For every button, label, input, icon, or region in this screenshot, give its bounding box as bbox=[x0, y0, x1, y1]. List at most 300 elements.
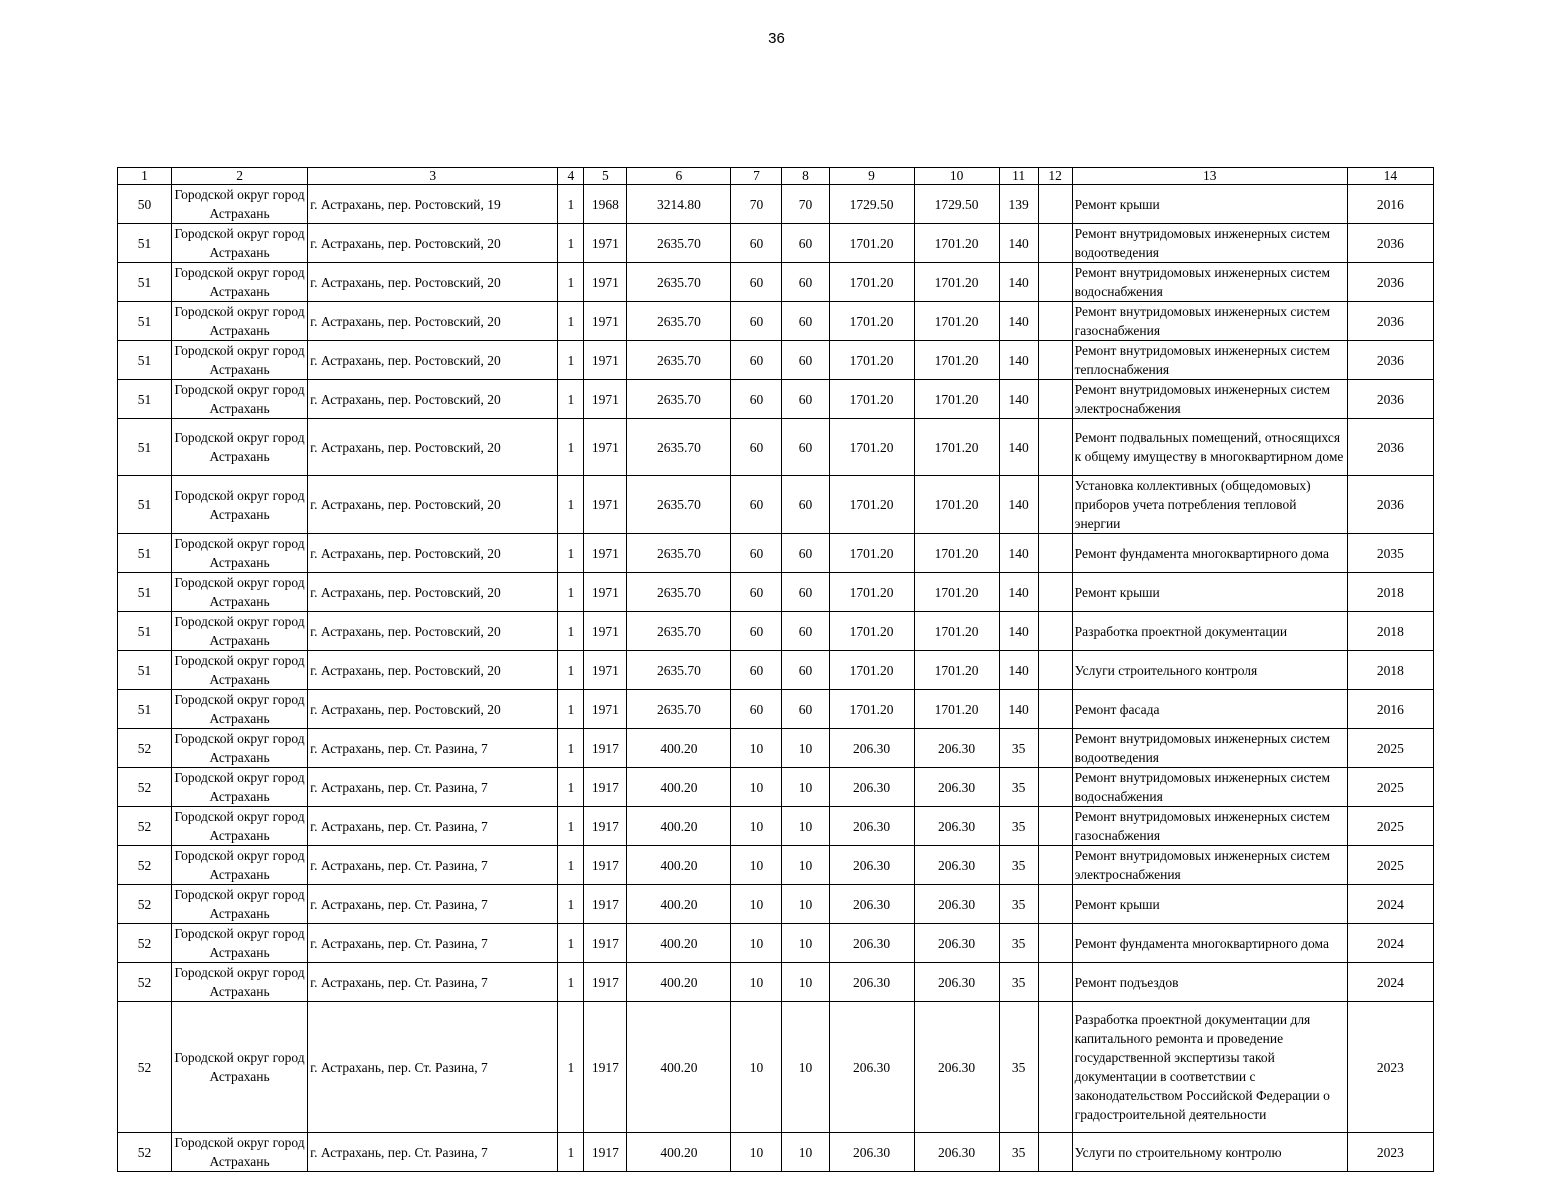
col-7-cell: 60 bbox=[731, 302, 782, 341]
planned-year-cell: 2036 bbox=[1347, 419, 1433, 476]
col-11-cell: 35 bbox=[999, 1133, 1038, 1172]
column-header-12: 12 bbox=[1038, 168, 1072, 185]
col-7-cell: 60 bbox=[731, 612, 782, 651]
col-4-cell: 1 bbox=[558, 651, 584, 690]
col-10-cell: 206.30 bbox=[914, 807, 999, 846]
col-4-cell: 1 bbox=[558, 380, 584, 419]
living-area-cell: 1701.20 bbox=[829, 341, 914, 380]
col-4-cell: 1 bbox=[558, 573, 584, 612]
row-number-cell: 51 bbox=[118, 476, 172, 534]
municipality-cell: Городской округ город Астрахань bbox=[172, 185, 308, 224]
year-built-cell: 1917 bbox=[584, 729, 627, 768]
planned-year-cell: 2036 bbox=[1347, 302, 1433, 341]
table-row bbox=[118, 963, 1434, 1002]
living-area-cell: 1701.20 bbox=[829, 476, 914, 534]
col-12-cell bbox=[1038, 263, 1072, 302]
col-4-cell: 1 bbox=[558, 476, 584, 534]
total-area-cell: 2635.70 bbox=[627, 534, 731, 573]
total-area-cell: 400.20 bbox=[627, 1002, 731, 1133]
col-7-cell: 60 bbox=[731, 690, 782, 729]
col-7-cell: 10 bbox=[731, 924, 782, 963]
column-header-4: 4 bbox=[558, 168, 584, 185]
col-11-cell: 140 bbox=[999, 534, 1038, 573]
col-4-cell: 1 bbox=[558, 885, 584, 924]
col-4-cell: 1 bbox=[558, 690, 584, 729]
total-area-cell: 2635.70 bbox=[627, 302, 731, 341]
address-cell: г. Астрахань, пер. Ст. Разина, 7 bbox=[308, 807, 558, 846]
col-8-cell: 10 bbox=[782, 963, 829, 1002]
total-area-cell: 2635.70 bbox=[627, 419, 731, 476]
col-10-cell: 206.30 bbox=[914, 963, 999, 1002]
year-built-cell: 1971 bbox=[584, 302, 627, 341]
col-8-cell: 60 bbox=[782, 263, 829, 302]
table-row bbox=[118, 1133, 1434, 1172]
work-type-cell: Ремонт подъездов bbox=[1072, 963, 1347, 1002]
year-built-cell: 1971 bbox=[584, 612, 627, 651]
row-number-cell: 52 bbox=[118, 729, 172, 768]
col-8-cell: 60 bbox=[782, 690, 829, 729]
address-cell: г. Астрахань, пер. Ст. Разина, 7 bbox=[308, 1002, 558, 1133]
col-8-cell: 10 bbox=[782, 768, 829, 807]
column-header-3: 3 bbox=[308, 168, 558, 185]
municipality-cell: Городской округ город Астрахань bbox=[172, 651, 308, 690]
col-12-cell bbox=[1038, 1133, 1072, 1172]
col-11-cell: 140 bbox=[999, 263, 1038, 302]
col-11-cell: 140 bbox=[999, 612, 1038, 651]
address-cell: г. Астрахань, пер. Ростовский, 20 bbox=[308, 419, 558, 476]
col-11-cell: 35 bbox=[999, 768, 1038, 807]
col-10-cell: 206.30 bbox=[914, 924, 999, 963]
col-8-cell: 60 bbox=[782, 419, 829, 476]
col-8-cell: 60 bbox=[782, 302, 829, 341]
col-12-cell bbox=[1038, 885, 1072, 924]
living-area-cell: 206.30 bbox=[829, 846, 914, 885]
row-number-cell: 52 bbox=[118, 885, 172, 924]
work-type-cell: Ремонт внутридомовых инженерных систем водоотведения bbox=[1072, 224, 1347, 263]
page-number: 36 bbox=[768, 30, 785, 47]
col-12-cell bbox=[1038, 807, 1072, 846]
year-built-cell: 1971 bbox=[584, 476, 627, 534]
work-type-cell: Ремонт внутридомовых инженерных систем водоотведения bbox=[1072, 729, 1347, 768]
total-area-cell: 400.20 bbox=[627, 885, 731, 924]
living-area-cell: 1701.20 bbox=[829, 534, 914, 573]
planned-year-cell: 2036 bbox=[1347, 341, 1433, 380]
col-7-cell: 70 bbox=[731, 185, 782, 224]
col-10-cell: 1701.20 bbox=[914, 651, 999, 690]
col-10-cell: 206.30 bbox=[914, 1133, 999, 1172]
col-8-cell: 60 bbox=[782, 573, 829, 612]
col-8-cell: 60 bbox=[782, 380, 829, 419]
row-number-cell: 51 bbox=[118, 302, 172, 341]
year-built-cell: 1917 bbox=[584, 846, 627, 885]
total-area-cell: 2635.70 bbox=[627, 341, 731, 380]
col-7-cell: 10 bbox=[731, 885, 782, 924]
row-number-cell: 51 bbox=[118, 380, 172, 419]
municipality-cell: Городской округ город Астрахань bbox=[172, 846, 308, 885]
total-area-cell: 400.20 bbox=[627, 846, 731, 885]
year-built-cell: 1971 bbox=[584, 380, 627, 419]
table-row bbox=[118, 651, 1434, 690]
total-area-cell: 2635.70 bbox=[627, 263, 731, 302]
col-10-cell: 1701.20 bbox=[914, 302, 999, 341]
col-12-cell bbox=[1038, 419, 1072, 476]
living-area-cell: 1701.20 bbox=[829, 690, 914, 729]
living-area-cell: 206.30 bbox=[829, 768, 914, 807]
col-8-cell: 60 bbox=[782, 476, 829, 534]
address-cell: г. Астрахань, пер. Ст. Разина, 7 bbox=[308, 729, 558, 768]
col-4-cell: 1 bbox=[558, 729, 584, 768]
work-type-cell: Ремонт фундамента многоквартирного дома bbox=[1072, 534, 1347, 573]
col-10-cell: 1701.20 bbox=[914, 341, 999, 380]
row-number-cell: 52 bbox=[118, 1133, 172, 1172]
repair-schedule-table bbox=[117, 167, 1434, 1172]
address-cell: г. Астрахань, пер. Ростовский, 20 bbox=[308, 341, 558, 380]
planned-year-cell: 2023 bbox=[1347, 1002, 1433, 1133]
address-cell: г. Астрахань, пер. Ростовский, 20 bbox=[308, 651, 558, 690]
living-area-cell: 1701.20 bbox=[829, 380, 914, 419]
col-12-cell bbox=[1038, 690, 1072, 729]
total-area-cell: 2635.70 bbox=[627, 224, 731, 263]
work-type-cell: Ремонт фундамента многоквартирного дома bbox=[1072, 924, 1347, 963]
col-10-cell: 206.30 bbox=[914, 1002, 999, 1133]
col-10-cell: 1701.20 bbox=[914, 534, 999, 573]
planned-year-cell: 2025 bbox=[1347, 729, 1433, 768]
address-cell: г. Астрахань, пер. Ростовский, 19 bbox=[308, 185, 558, 224]
col-8-cell: 60 bbox=[782, 534, 829, 573]
row-number-cell: 51 bbox=[118, 224, 172, 263]
year-built-cell: 1971 bbox=[584, 651, 627, 690]
planned-year-cell: 2024 bbox=[1347, 924, 1433, 963]
col-8-cell: 10 bbox=[782, 1133, 829, 1172]
table-row bbox=[118, 341, 1434, 380]
total-area-cell: 400.20 bbox=[627, 924, 731, 963]
total-area-cell: 2635.70 bbox=[627, 651, 731, 690]
municipality-cell: Городской округ город Астрахань bbox=[172, 341, 308, 380]
col-4-cell: 1 bbox=[558, 302, 584, 341]
row-number-cell: 50 bbox=[118, 185, 172, 224]
col-10-cell: 1701.20 bbox=[914, 419, 999, 476]
col-11-cell: 140 bbox=[999, 573, 1038, 612]
work-type-cell: Услуги по строительному контролю bbox=[1072, 1133, 1347, 1172]
col-12-cell bbox=[1038, 846, 1072, 885]
col-4-cell: 1 bbox=[558, 963, 584, 1002]
living-area-cell: 1701.20 bbox=[829, 573, 914, 612]
col-4-cell: 1 bbox=[558, 419, 584, 476]
col-11-cell: 140 bbox=[999, 476, 1038, 534]
col-8-cell: 10 bbox=[782, 729, 829, 768]
col-7-cell: 10 bbox=[731, 1133, 782, 1172]
table-row bbox=[118, 419, 1434, 476]
col-7-cell: 60 bbox=[731, 476, 782, 534]
work-type-cell: Ремонт крыши bbox=[1072, 185, 1347, 224]
col-7-cell: 60 bbox=[731, 341, 782, 380]
col-8-cell: 10 bbox=[782, 885, 829, 924]
row-number-cell: 51 bbox=[118, 419, 172, 476]
col-10-cell: 1701.20 bbox=[914, 476, 999, 534]
planned-year-cell: 2024 bbox=[1347, 885, 1433, 924]
table-row bbox=[118, 807, 1434, 846]
col-11-cell: 35 bbox=[999, 1002, 1038, 1133]
municipality-cell: Городской округ город Астрахань bbox=[172, 885, 308, 924]
year-built-cell: 1917 bbox=[584, 1002, 627, 1133]
col-8-cell: 60 bbox=[782, 612, 829, 651]
living-area-cell: 206.30 bbox=[829, 885, 914, 924]
col-8-cell: 10 bbox=[782, 1002, 829, 1133]
col-4-cell: 1 bbox=[558, 846, 584, 885]
municipality-cell: Городской округ город Астрахань bbox=[172, 1133, 308, 1172]
col-11-cell: 140 bbox=[999, 690, 1038, 729]
col-7-cell: 60 bbox=[731, 380, 782, 419]
planned-year-cell: 2035 bbox=[1347, 534, 1433, 573]
table-row bbox=[118, 380, 1434, 419]
col-12-cell bbox=[1038, 963, 1072, 1002]
year-built-cell: 1917 bbox=[584, 807, 627, 846]
row-number-cell: 52 bbox=[118, 807, 172, 846]
row-number-cell: 52 bbox=[118, 963, 172, 1002]
planned-year-cell: 2023 bbox=[1347, 1133, 1433, 1172]
living-area-cell: 206.30 bbox=[829, 729, 914, 768]
col-4-cell: 1 bbox=[558, 224, 584, 263]
table-body bbox=[118, 185, 1434, 1172]
col-10-cell: 1701.20 bbox=[914, 612, 999, 651]
table-row bbox=[118, 768, 1434, 807]
col-11-cell: 35 bbox=[999, 846, 1038, 885]
col-12-cell bbox=[1038, 224, 1072, 263]
work-type-cell: Установка коллективных (общедомовых) приборов учета потребления тепловой энергии bbox=[1072, 476, 1347, 534]
col-4-cell: 1 bbox=[558, 263, 584, 302]
row-number-cell: 51 bbox=[118, 612, 172, 651]
col-11-cell: 35 bbox=[999, 885, 1038, 924]
column-header-5: 5 bbox=[584, 168, 627, 185]
col-7-cell: 60 bbox=[731, 573, 782, 612]
year-built-cell: 1917 bbox=[584, 885, 627, 924]
municipality-cell: Городской округ город Астрахань bbox=[172, 690, 308, 729]
year-built-cell: 1917 bbox=[584, 924, 627, 963]
living-area-cell: 1701.20 bbox=[829, 419, 914, 476]
planned-year-cell: 2018 bbox=[1347, 612, 1433, 651]
col-11-cell: 140 bbox=[999, 380, 1038, 419]
municipality-cell: Городской округ город Астрахань bbox=[172, 612, 308, 651]
municipality-cell: Городской округ город Астрахань bbox=[172, 1002, 308, 1133]
row-number-cell: 51 bbox=[118, 341, 172, 380]
col-11-cell: 140 bbox=[999, 651, 1038, 690]
municipality-cell: Городской округ город Астрахань bbox=[172, 807, 308, 846]
col-7-cell: 10 bbox=[731, 729, 782, 768]
col-12-cell bbox=[1038, 476, 1072, 534]
col-7-cell: 60 bbox=[731, 651, 782, 690]
planned-year-cell: 2024 bbox=[1347, 963, 1433, 1002]
planned-year-cell: 2036 bbox=[1347, 476, 1433, 534]
row-number-cell: 51 bbox=[118, 573, 172, 612]
col-11-cell: 140 bbox=[999, 419, 1038, 476]
year-built-cell: 1971 bbox=[584, 573, 627, 612]
address-cell: г. Астрахань, пер. Ст. Разина, 7 bbox=[308, 963, 558, 1002]
address-cell: г. Астрахань, пер. Ростовский, 20 bbox=[308, 380, 558, 419]
table-row bbox=[118, 263, 1434, 302]
work-type-cell: Услуги строительного контроля bbox=[1072, 651, 1347, 690]
col-11-cell: 35 bbox=[999, 924, 1038, 963]
work-type-cell: Ремонт внутридомовых инженерных систем водоснабжения bbox=[1072, 263, 1347, 302]
col-4-cell: 1 bbox=[558, 807, 584, 846]
col-7-cell: 10 bbox=[731, 846, 782, 885]
column-header-14: 14 bbox=[1347, 168, 1433, 185]
column-header-9: 9 bbox=[829, 168, 914, 185]
year-built-cell: 1971 bbox=[584, 263, 627, 302]
col-12-cell bbox=[1038, 612, 1072, 651]
municipality-cell: Городской округ город Астрахань bbox=[172, 534, 308, 573]
municipality-cell: Городской округ город Астрахань bbox=[172, 224, 308, 263]
col-10-cell: 1701.20 bbox=[914, 690, 999, 729]
planned-year-cell: 2016 bbox=[1347, 185, 1433, 224]
municipality-cell: Городской округ город Астрахань bbox=[172, 963, 308, 1002]
total-area-cell: 2635.70 bbox=[627, 380, 731, 419]
total-area-cell: 400.20 bbox=[627, 963, 731, 1002]
work-type-cell: Ремонт внутридомовых инженерных систем электроснабжения bbox=[1072, 380, 1347, 419]
col-7-cell: 10 bbox=[731, 963, 782, 1002]
year-built-cell: 1971 bbox=[584, 690, 627, 729]
col-7-cell: 60 bbox=[731, 534, 782, 573]
address-cell: г. Астрахань, пер. Ростовский, 20 bbox=[308, 302, 558, 341]
work-type-cell: Ремонт крыши bbox=[1072, 885, 1347, 924]
col-7-cell: 10 bbox=[731, 807, 782, 846]
col-4-cell: 1 bbox=[558, 1002, 584, 1133]
work-type-cell: Ремонт внутридомовых инженерных систем электроснабжения bbox=[1072, 846, 1347, 885]
year-built-cell: 1917 bbox=[584, 963, 627, 1002]
address-cell: г. Астрахань, пер. Ростовский, 20 bbox=[308, 534, 558, 573]
work-type-cell: Разработка проектной документации для капитального ремонта и проведение государственной экспертизы такой документации в соответствии с законодательством Российской Федерации о градостроительной деятельности bbox=[1072, 1002, 1347, 1133]
col-4-cell: 1 bbox=[558, 185, 584, 224]
table-row bbox=[118, 612, 1434, 651]
year-built-cell: 1917 bbox=[584, 1133, 627, 1172]
table-row bbox=[118, 885, 1434, 924]
year-built-cell: 1971 bbox=[584, 224, 627, 263]
col-10-cell: 1701.20 bbox=[914, 573, 999, 612]
col-12-cell bbox=[1038, 924, 1072, 963]
col-7-cell: 60 bbox=[731, 224, 782, 263]
address-cell: г. Астрахань, пер. Ст. Разина, 7 bbox=[308, 846, 558, 885]
col-7-cell: 10 bbox=[731, 1002, 782, 1133]
address-cell: г. Астрахань, пер. Ст. Разина, 7 bbox=[308, 924, 558, 963]
column-header-10: 10 bbox=[914, 168, 999, 185]
col-7-cell: 10 bbox=[731, 768, 782, 807]
planned-year-cell: 2036 bbox=[1347, 224, 1433, 263]
column-header-6: 6 bbox=[627, 168, 731, 185]
table-row bbox=[118, 690, 1434, 729]
address-cell: г. Астрахань, пер. Ст. Разина, 7 bbox=[308, 768, 558, 807]
planned-year-cell: 2018 bbox=[1347, 573, 1433, 612]
col-12-cell bbox=[1038, 651, 1072, 690]
col-12-cell bbox=[1038, 729, 1072, 768]
living-area-cell: 1701.20 bbox=[829, 224, 914, 263]
column-header-13: 13 bbox=[1072, 168, 1347, 185]
address-cell: г. Астрахань, пер. Ростовский, 20 bbox=[308, 263, 558, 302]
living-area-cell: 1701.20 bbox=[829, 651, 914, 690]
work-type-cell: Ремонт крыши bbox=[1072, 573, 1347, 612]
col-11-cell: 140 bbox=[999, 224, 1038, 263]
table-row bbox=[118, 185, 1434, 224]
table-row bbox=[118, 573, 1434, 612]
col-10-cell: 1701.20 bbox=[914, 380, 999, 419]
living-area-cell: 206.30 bbox=[829, 1002, 914, 1133]
col-4-cell: 1 bbox=[558, 768, 584, 807]
table-row bbox=[118, 302, 1434, 341]
col-10-cell: 1701.20 bbox=[914, 263, 999, 302]
year-built-cell: 1971 bbox=[584, 419, 627, 476]
row-number-cell: 52 bbox=[118, 768, 172, 807]
year-built-cell: 1971 bbox=[584, 341, 627, 380]
col-11-cell: 140 bbox=[999, 302, 1038, 341]
col-8-cell: 10 bbox=[782, 924, 829, 963]
planned-year-cell: 2025 bbox=[1347, 768, 1433, 807]
col-11-cell: 139 bbox=[999, 185, 1038, 224]
col-8-cell: 60 bbox=[782, 651, 829, 690]
table-row bbox=[118, 1002, 1434, 1133]
col-10-cell: 206.30 bbox=[914, 846, 999, 885]
municipality-cell: Городской округ город Астрахань bbox=[172, 476, 308, 534]
total-area-cell: 400.20 bbox=[627, 729, 731, 768]
total-area-cell: 400.20 bbox=[627, 768, 731, 807]
address-cell: г. Астрахань, пер. Ростовский, 20 bbox=[308, 476, 558, 534]
living-area-cell: 1701.20 bbox=[829, 263, 914, 302]
total-area-cell: 400.20 bbox=[627, 807, 731, 846]
table-row bbox=[118, 729, 1434, 768]
address-cell: г. Астрахань, пер. Ростовский, 20 bbox=[308, 224, 558, 263]
col-10-cell: 1701.20 bbox=[914, 224, 999, 263]
row-number-cell: 51 bbox=[118, 263, 172, 302]
year-built-cell: 1917 bbox=[584, 768, 627, 807]
municipality-cell: Городской округ город Астрахань bbox=[172, 263, 308, 302]
planned-year-cell: 2025 bbox=[1347, 807, 1433, 846]
address-cell: г. Астрахань, пер. Ростовский, 20 bbox=[308, 612, 558, 651]
planned-year-cell: 2018 bbox=[1347, 651, 1433, 690]
table-row bbox=[118, 224, 1434, 263]
header-row bbox=[118, 168, 1434, 185]
total-area-cell: 2635.70 bbox=[627, 612, 731, 651]
total-area-cell: 3214.80 bbox=[627, 185, 731, 224]
col-4-cell: 1 bbox=[558, 534, 584, 573]
table-row bbox=[118, 846, 1434, 885]
total-area-cell: 400.20 bbox=[627, 1133, 731, 1172]
living-area-cell: 1729.50 bbox=[829, 185, 914, 224]
year-built-cell: 1968 bbox=[584, 185, 627, 224]
living-area-cell: 206.30 bbox=[829, 963, 914, 1002]
column-header-2: 2 bbox=[172, 168, 308, 185]
living-area-cell: 206.30 bbox=[829, 924, 914, 963]
work-type-cell: Ремонт внутридомовых инженерных систем газоснабжения bbox=[1072, 807, 1347, 846]
col-4-cell: 1 bbox=[558, 1133, 584, 1172]
municipality-cell: Городской округ город Астрахань bbox=[172, 302, 308, 341]
municipality-cell: Городской округ город Астрахань bbox=[172, 419, 308, 476]
living-area-cell: 1701.20 bbox=[829, 612, 914, 651]
municipality-cell: Городской округ город Астрахань bbox=[172, 768, 308, 807]
row-number-cell: 51 bbox=[118, 690, 172, 729]
municipality-cell: Городской округ город Астрахань bbox=[172, 573, 308, 612]
row-number-cell: 51 bbox=[118, 534, 172, 573]
address-cell: г. Астрахань, пер. Ст. Разина, 7 bbox=[308, 885, 558, 924]
col-12-cell bbox=[1038, 573, 1072, 612]
col-11-cell: 35 bbox=[999, 963, 1038, 1002]
work-type-cell: Ремонт подвальных помещений, относящихся к общему имуществу в многоквартирном доме bbox=[1072, 419, 1347, 476]
col-10-cell: 206.30 bbox=[914, 885, 999, 924]
total-area-cell: 2635.70 bbox=[627, 476, 731, 534]
address-cell: г. Астрахань, пер. Ст. Разина, 7 bbox=[308, 1133, 558, 1172]
total-area-cell: 2635.70 bbox=[627, 573, 731, 612]
col-4-cell: 1 bbox=[558, 612, 584, 651]
col-12-cell bbox=[1038, 768, 1072, 807]
municipality-cell: Городской округ город Астрахань bbox=[172, 380, 308, 419]
work-type-cell: Ремонт внутридомовых инженерных систем теплоснабжения bbox=[1072, 341, 1347, 380]
row-number-cell: 52 bbox=[118, 846, 172, 885]
